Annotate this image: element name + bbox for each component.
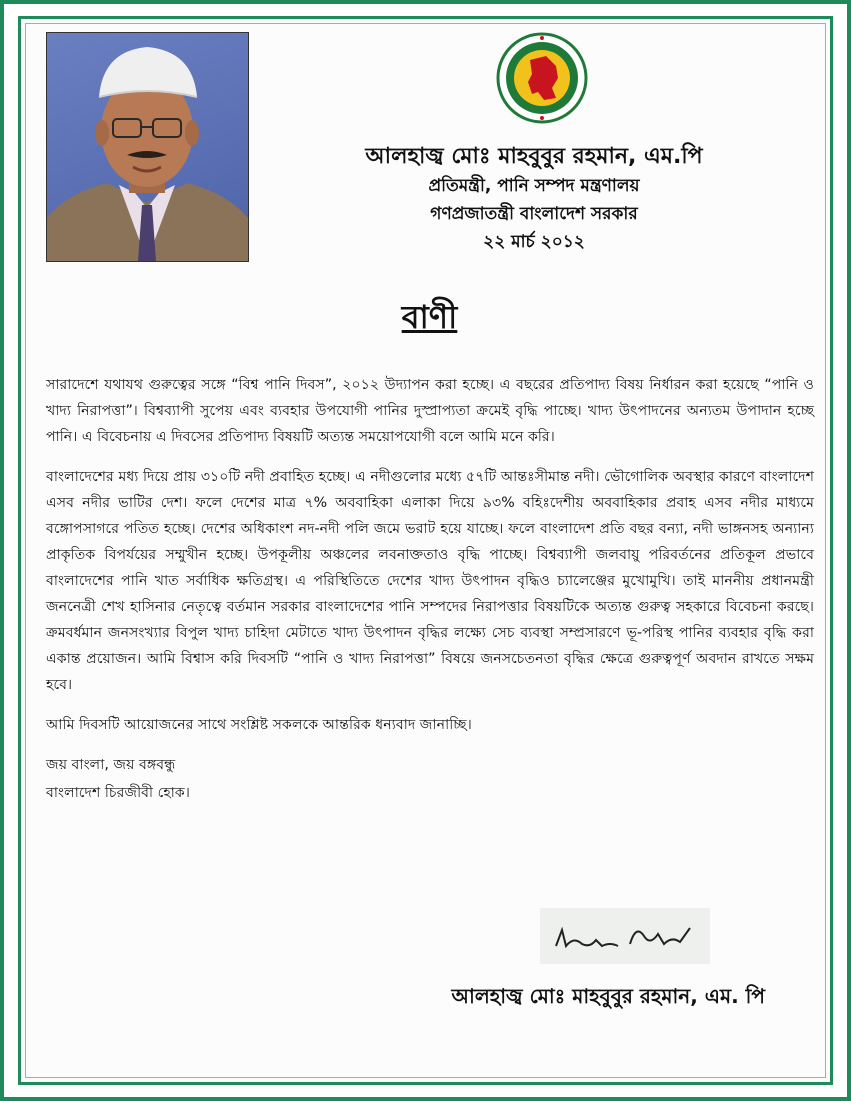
message-date: ২২ মার্চ ২০১২ xyxy=(483,232,585,252)
closing-slogan-1: জয় বাংলা, জয় বঙ্গবন্ধু xyxy=(46,757,176,773)
footer-signatory-name: আলহাজ্ব মোঃ মাহবুবুর রহমান, এম. পি xyxy=(451,984,765,1008)
page-frame xyxy=(4,4,847,1097)
closing-slogan-2: বাংলাদেশ চিরজীবী হোক। xyxy=(46,785,190,801)
paragraph-rivers: বাংলাদেশের মধ্য দিয়ে প্রায় ৩১০টি নদী প্রবাহিত হচ্ছে। এ নদীগুলোর মধ্যে ৫৭টি আন্তঃসীমান্ত নদী। ভৌগোলিক অবস্থার কারণে বাংলাদেশ এসব নদীর ভাটির দেশ। ফলে দেশের মাত্র ৭% অববাহিকা এলাকা দিয়ে ৯৩% বহিঃদেশীয় অববাহিকার প্রবাহ এসব নদীর মাধ্যমে বঙ্গোপসাগরে পতিত হচ্ছে। দেশের অধিকাংশ নদ-নদী পলি জমে ভরাট হয়ে যাচ্ছে। ফলে বাংলাদেশ প্রতি বছর বন্যা, নদী ভাঙ্গনসহ অন্যান্য প্রাকৃতিক বিপর্যয়ের সম্মুখীন হচ্ছে। উপকূলীয় অঞ্চলের লবনাক্ততাও বৃদ্ধি পাচ্ছে। বিশ্বব্যাপী জলবায়ু পরিবর্তনের প্রতিকূল প্রভাবে বাংলাদেশের পানি খাত সর্বাধিক ক্ষতিগ্রস্থ। এ পরিস্থিতিতে দেশের খাদ্য উৎপাদন বৃদ্ধিও চ্যালেঞ্জের মুখোমুখি। তাই মাননীয় প্রধানমন্ত্রী জননেত্রী শেখ হাসিনার নেতৃত্বে বর্তমান সরকার বাংলাদেশের পানি সম্পদের নিরাপত্তার বিষয়টিকে অত্যন্ত গুরুত্ব সহকারে বিবেচনা করছে। ক্রমবর্ধমান জনসংখ্যার বিপুল খাদ্য চাহিদা মেটাতে খাদ্য উৎপাদন বৃদ্ধির লক্ষ্যে সেচ ব্যবস্থা সম্প্রসারণে ভূ-পরিস্থ পানির ব্যবহার বৃদ্ধি করা একান্ত প্রয়োজন। আমি বিশ্বাস করি দিবসটি “পানি ও খাদ্য নিরাপত্তা” বিষয়ে জনসচেতনতা বৃদ্ধির ক্ষেত্রে গুরুত্বপূর্ণ অবদান রাখতে সক্ষম হবে। xyxy=(46,469,814,693)
paragraph-intro: সারাদেশে যথাযথ গুরুত্বের সঙ্গে “বিশ্ব পানি দিবস”, ২০১২ উদ্যাপন করা হচ্ছে। এ বছরের প্রতিপাদ্য বিষয় নির্ধারন করা হয়েছে “পানি ও খাদ্য নিরাপত্তা”। বিশ্বব্যাপী সুপেয় এবং ব্যবহার উপযোগী পানির দুস্প্রাপ্যতা ক্রমেই বৃদ্ধি পাচ্ছে। খাদ্য উৎপাদনের অন্যতম উপাদান হচ্ছে পানি। এ বিবেচনায় এ দিবসের প্রতিপাদ্য বিষয়টি অত্যন্ত সময়োপযোগী বলে আমি মনে করি। xyxy=(46,377,814,445)
government-seal-logo xyxy=(486,32,598,124)
minister-portrait-photo xyxy=(46,32,249,262)
message-body xyxy=(46,372,814,808)
message-title: বাণী xyxy=(401,298,458,336)
handwritten-signature xyxy=(540,906,710,966)
header xyxy=(254,142,814,256)
minister-position: প্রতিমন্ত্রী, পানি সম্পদ মন্ত্রণালয় xyxy=(428,176,640,196)
minister-name: আলহাজ্ব মোঃ মাহবুবুর রহমান, এম.পি xyxy=(365,144,703,169)
government-name: গণপ্রজাতন্ত্রী বাংলাদেশ সরকার xyxy=(430,204,638,224)
paragraph-thanks: আমি দিবসটি আয়োজনের সাথে সংশ্লিষ্ট সকলকে আন্তরিক ধন্যবাদ জানাচ্ছি। xyxy=(46,717,472,733)
